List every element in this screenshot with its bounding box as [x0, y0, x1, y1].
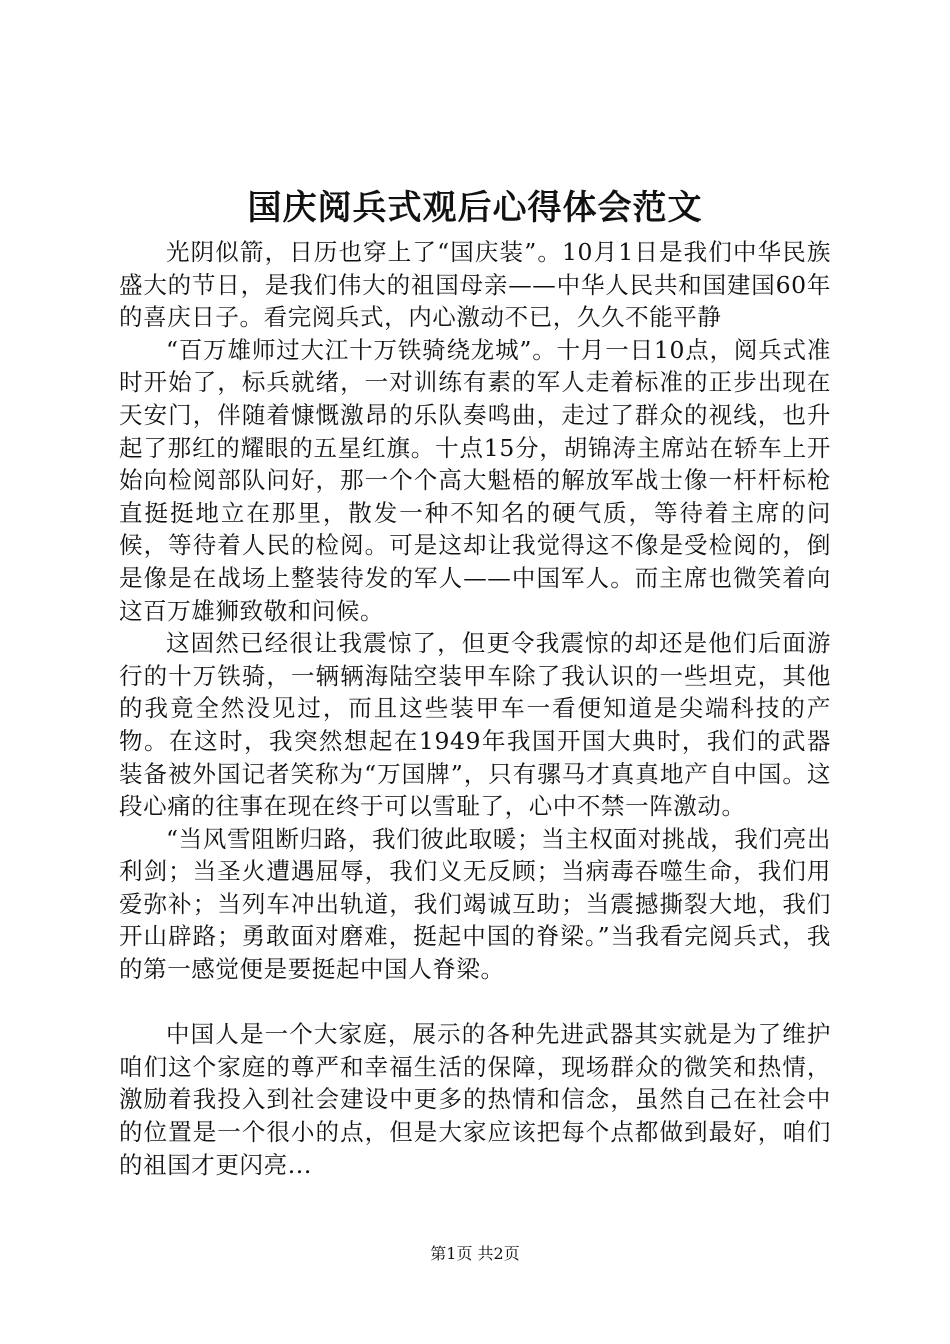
paragraph-3: 这固然已经很让我震惊了，但更令我震惊的却还是他们后面游行的十万铁骑，一辆辆海陆空装甲车除了我认识的一些坦克，其他的我竟全然没见过，而且这些装甲车一看便知道是尖端科技的产物。在这时，我突然想起在1949年我国开国大典时，我们的武器装备被外国记者笑称为“万国牌”，只有骡马才真真地产自中国。这段心痛的往事在现在终于可以雪耻了，心中不禁一阵激动。	[119, 629, 831, 821]
document-body	[119, 236, 831, 1181]
page-number-footer: 第1页 共2页	[430, 1244, 520, 1263]
page-title: 国庆阅兵式观后心得体会范文	[247, 188, 703, 228]
paragraph-gap	[119, 986, 831, 1019]
paragraph-1: 光阴似箭，日历也穿上了“国庆装”。10月1日是我们中华民族盛大的节日，是我们伟大的祖国母亲——中华人民共和国建国60年的喜庆日子。看完阅兵式，内心激动不已，久久不能平静	[119, 238, 831, 332]
paragraph-4: “当风雪阻断归路，我们彼此取暖；当主权面对挑战，我们亮出利剑；当圣火遭遇屈辱，我们义无反顾；当病毒吞噬生命，我们用爱弥补；当列车冲出轨道，我们竭诚互助；当震撼撕裂大地，我们开山辟路；勇敢面对磨难，挺起中国的脊梁。”当我看完阅兵式，我的第一感觉便是要挺起中国人脊梁。	[119, 824, 831, 984]
paragraph-5: 中国人是一个大家庭，展示的各种先进武器其实就是为了维护咱们这个家庭的尊严和幸福生活的保障，现场群众的微笑和热情，激励着我投入到社会建设中更多的热情和信念，虽然自己在社会中的位置是一个很小的点，但是大家应该把每个点都做到最好，咱们的祖国才更闪亮...	[119, 1020, 831, 1179]
paragraph-2: “百万雄师过大江十万铁骑绕龙城”。十月一日10点，阅兵式准时开始了，标兵就绪，一对训练有素的军人走着标准的正步出现在天安门，伴随着慷慨激昂的乐队奏鸣曲，走过了群众的视线，也升起了那红的耀眼的五星红旗。十点15分，胡锦涛主席站在轿车上开始向检阅部队问好，那一个个高大魁梧的解放军战士像一杆杆标枪直挺挺地立在那里，散发一种不知名的硬气质，等待着主席的问候，等待着人民的检阅。可是这却让我觉得这不像是受检阅的，倒是像是在战场上整装待发的军人——中国军人。而主席也微笑着向这百万雄狮致敬和问候。	[119, 335, 831, 625]
